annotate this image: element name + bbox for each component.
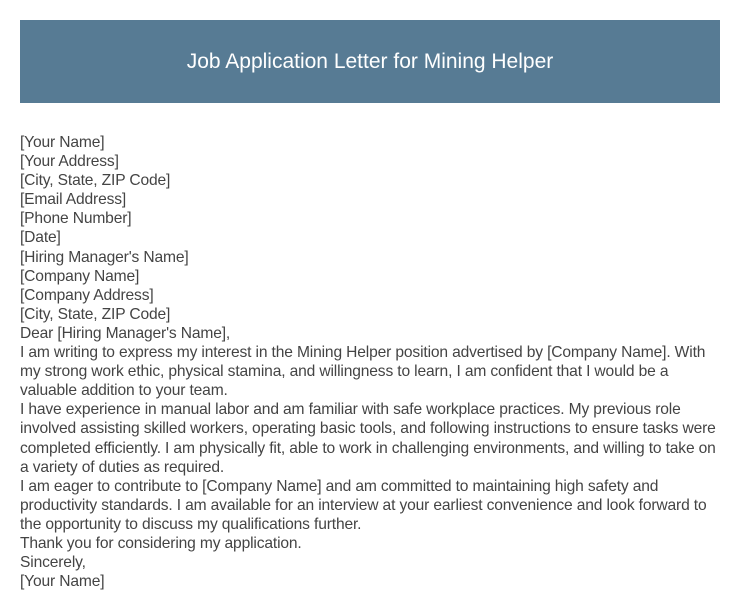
letter-date: [Date] xyxy=(20,229,61,247)
title-banner xyxy=(20,20,720,103)
sign-off: Sincerely, xyxy=(20,554,86,572)
paragraph-experience: I have experience in manual labor and am familiar with safe workplace practices. My previous role involved assisting skilled workers, operating basic tools, and following instructions to ensure tasks were completed efficiently. I am physically fit, able to work in challenging environments, and willing to take on a variety of duties as required. xyxy=(20,401,716,476)
thanks-line: Thank you for considering my application. xyxy=(20,534,302,552)
sender-name: [Your Name] xyxy=(20,134,105,151)
recipient-address: [Company Address] xyxy=(20,286,154,304)
sender-city: [City, State, ZIP Code] xyxy=(20,172,171,190)
salutation: Dear [Hiring Manager's Name], xyxy=(20,324,231,342)
sender-address: [Your Address] xyxy=(20,153,119,171)
recipient-company: [Company Name] xyxy=(20,267,140,285)
sender-phone: [Phone Number] xyxy=(20,210,132,228)
paragraph-intro: I am writing to express my interest in the Mining Helper position advertised by [Company Name]. With my strong work ethic, physical stamina, and willingness to learn, I am confident that I would be a valuable addition to your team. xyxy=(20,344,706,400)
sender-email: [Email Address] xyxy=(20,191,127,209)
recipient-name: [Hiring Manager's Name] xyxy=(20,248,189,266)
recipient-city: [City, State, ZIP Code] xyxy=(20,305,171,323)
signature-name: [Your Name] xyxy=(20,573,105,591)
letter-body xyxy=(20,133,722,591)
paragraph-closing: I am eager to contribute to [Company Name] and am committed to maintaining high safety and productivity standards. I am available for an interview at your earliest convenience and look forward to the opportunity to discuss my qualifications further. xyxy=(20,477,707,533)
page-title: Job Application Letter for Mining Helper xyxy=(186,49,554,73)
